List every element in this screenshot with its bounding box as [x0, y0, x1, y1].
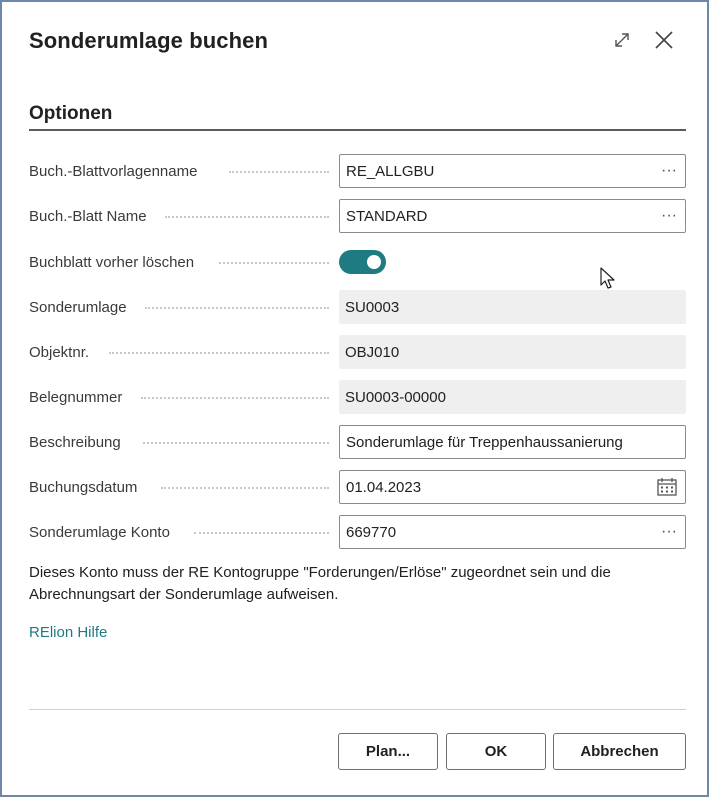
template-name-value: RE_ALLGBU [346, 162, 435, 180]
leader-dots [145, 307, 329, 309]
calendar-icon[interactable] [657, 471, 677, 503]
leader-dots [219, 262, 329, 264]
leader-dots [194, 532, 329, 534]
special-levy-label: Sonderumlage [29, 298, 127, 316]
delete-before-toggle[interactable] [339, 250, 386, 274]
row-template-name [29, 154, 686, 188]
leader-dots [229, 171, 329, 173]
ok-button[interactable]: OK [446, 733, 546, 770]
cancel-button[interactable]: Abbrechen [553, 733, 686, 770]
batch-name-field[interactable] [339, 199, 686, 233]
lookup-ellipsis-button[interactable]: ··· [661, 162, 677, 179]
row-description [29, 425, 686, 459]
description-label: Beschreibung [29, 433, 121, 451]
document-no-field [339, 380, 686, 414]
levy-account-label: Sonderumlage Konto [29, 523, 170, 541]
posting-date-label: Buchungsdatum [29, 478, 138, 496]
leader-dots [161, 487, 329, 489]
footer-divider [29, 709, 686, 710]
levy-account-field[interactable] [339, 515, 686, 549]
object-no-label: Objektnr. [29, 343, 90, 361]
special-levy-field [339, 290, 686, 324]
help-link[interactable]: RElion Hilfe [29, 624, 108, 641]
template-name-field[interactable] [339, 154, 686, 188]
lookup-ellipsis-button[interactable]: ··· [661, 207, 677, 224]
row-levy-account [29, 515, 686, 549]
batch-name-value: STANDARD [346, 207, 428, 225]
leader-dots [165, 216, 329, 218]
row-document-no [29, 380, 686, 414]
description-field[interactable] [339, 425, 686, 459]
template-name-label: Buch.-Blattvorlagenname [29, 162, 198, 180]
row-special-levy [29, 290, 686, 324]
row-object-no [29, 335, 686, 369]
toggle-knob [367, 255, 381, 269]
expand-icon[interactable] [608, 26, 636, 54]
object-no-value: OBJ010 [345, 343, 400, 361]
document-no-label: Belegnummer [29, 388, 123, 406]
object-no-field [339, 335, 686, 369]
delete-before-label: Buchblatt vorher löschen [29, 253, 195, 271]
row-batch-name [29, 199, 686, 233]
posting-date-field[interactable] [339, 470, 686, 504]
section-divider [29, 129, 686, 131]
batch-name-label: Buch.-Blatt Name [29, 207, 147, 225]
section-title-options: Optionen [29, 103, 113, 124]
special-levy-value: SU0003 [345, 298, 400, 316]
leader-dots [143, 442, 329, 444]
account-note: Dieses Konto muss der RE Kontogruppe "Forderungen/Erlöse" zugeordnet sein und die Abrechnungsart der Sonderumlage aufweisen. [29, 564, 611, 603]
mouse-pointer-icon [600, 267, 616, 296]
posting-date-value: 01.04.2023 [346, 478, 422, 496]
document-no-value: SU0003-00000 [345, 388, 446, 406]
close-icon[interactable] [650, 26, 678, 54]
row-delete-before [29, 245, 686, 279]
plan-button[interactable]: Plan... [338, 733, 438, 770]
description-value: Sonderumlage für Treppenhaussanierung [346, 433, 623, 451]
leader-dots [109, 352, 329, 354]
dialog-title: Sonderumlage buchen [29, 28, 269, 53]
row-posting-date [29, 470, 686, 504]
levy-account-value: 669770 [346, 523, 397, 541]
lookup-ellipsis-button[interactable]: ··· [661, 523, 677, 540]
leader-dots [141, 397, 329, 399]
